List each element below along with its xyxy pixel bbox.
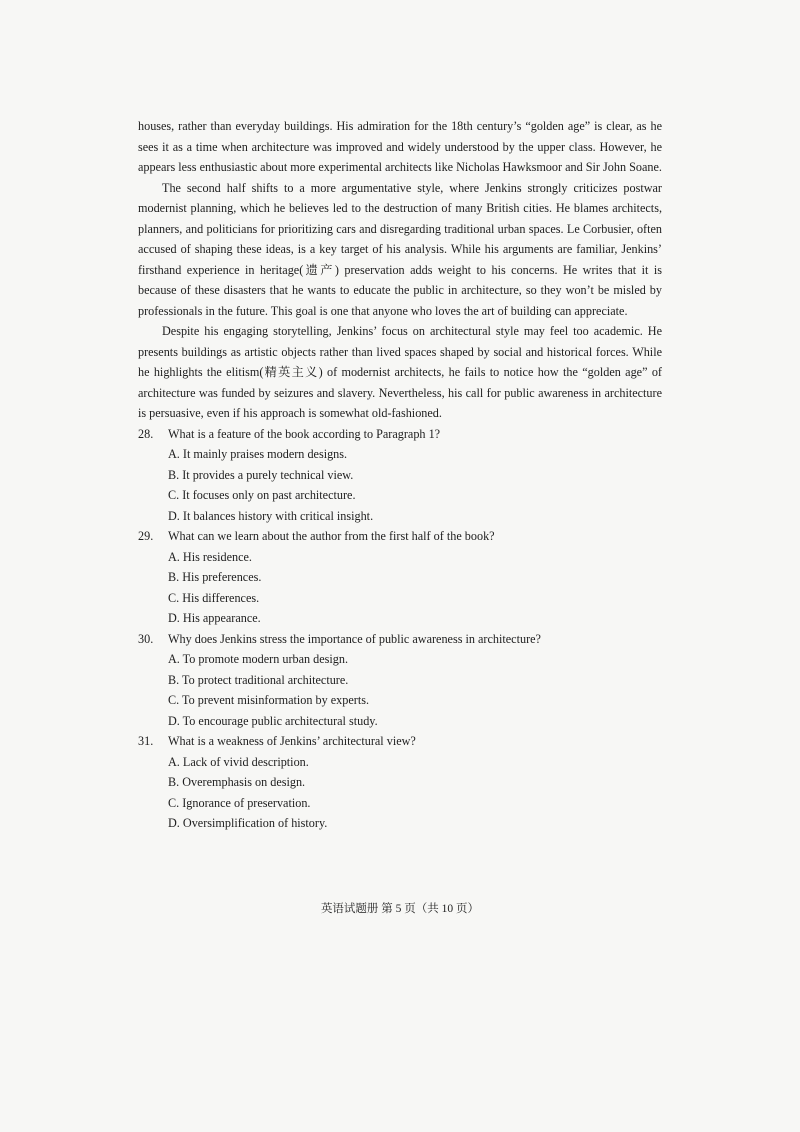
passage-paragraph-1-continued: houses, rather than everyday buildings. His admiration for the 18th century’s “golden age” is clear, as he sees it as a time when architecture was improved and widely understood by the upper class. However, he appears less enthusiastic about more experimental architects like Nicholas Hawksmoor and Sir John Soane.	[138, 119, 662, 174]
option-b: B. To protect traditional architecture.	[168, 672, 349, 687]
question-number: 30.	[138, 631, 154, 646]
question-28	[138, 424, 662, 527]
question-stem: Why does Jenkins stress the importance of public awareness in architecture?	[168, 631, 541, 646]
option-c: C. His differences.	[168, 590, 260, 605]
option-b: B. It provides a purely technical view.	[168, 467, 354, 482]
option-a: A. To promote modern urban design.	[168, 652, 349, 666]
option-a: A. His residence.	[168, 549, 252, 564]
page-footer: 英语试题册 第 5 页（共 10 页）	[320, 903, 480, 915]
option-d: D. Oversimplification of history.	[168, 816, 328, 830]
passage-paragraph-3: Despite his engaging storytelling, Jenkins’ focus on architectural style may feel too academic. He presents buildings as artistic objects rather than lived spaces shaped by social and historical forces. While he highlights the elitism(精英主义) of modernist architects, he fails to notice how the “golden age” of architecture was funded by seizures and slavery. Nevertheless, his call for public awareness in architecture is persuasive, even if his approach is somewhat old-fashioned.	[138, 324, 662, 420]
passage-paragraph-2: The second half shifts to a more argumentative style, where Jenkins strongly criticizes postwar modernist planning, which he believes led to the destruction of many British cities. He blames architects, planners, and politicians for prioritizing cars and disregarding traditional urban spaces. Le Corbusier, often accused of shaping these ideas, is a key target of his analysis. While his arguments are familiar, Jenkins’ firsthand experience in heritage(遗产) preservation adds weight to his concerns. He writes that it is because of these disasters that he wants to educate the public in architecture, so they won’t be misled by professionals in the future. This goal is one that anyone who loves the art of building can appreciate.	[138, 180, 662, 318]
option-a: A. Lack of vivid description.	[168, 754, 309, 769]
option-b: B. Overemphasis on design.	[168, 775, 306, 789]
option-d: D. It balances history with critical insight.	[168, 508, 374, 523]
question-stem: What can we learn about the author from the first half of the book?	[168, 529, 495, 543]
question-number: 29.	[138, 529, 154, 543]
option-c: C. To prevent misinformation by experts.	[168, 693, 369, 707]
question-stem: What is a feature of the book according to Paragraph 1?	[168, 426, 441, 441]
option-c: C. Ignorance of preservation.	[168, 795, 311, 810]
question-31	[138, 731, 662, 834]
option-c: C. It focuses only on past architecture.	[168, 488, 356, 502]
exam-page	[138, 116, 662, 834]
option-d: D. To encourage public architectural study.	[168, 713, 378, 728]
option-b: B. His preferences.	[168, 570, 262, 584]
question-29	[138, 526, 662, 629]
question-number: 28.	[138, 426, 154, 441]
option-a: A. It mainly praises modern designs.	[168, 447, 348, 461]
question-30	[138, 629, 662, 732]
option-d: D. His appearance.	[168, 611, 261, 625]
question-number: 31.	[138, 734, 154, 748]
question-stem: What is a weakness of Jenkins’ architectural view?	[168, 734, 416, 748]
